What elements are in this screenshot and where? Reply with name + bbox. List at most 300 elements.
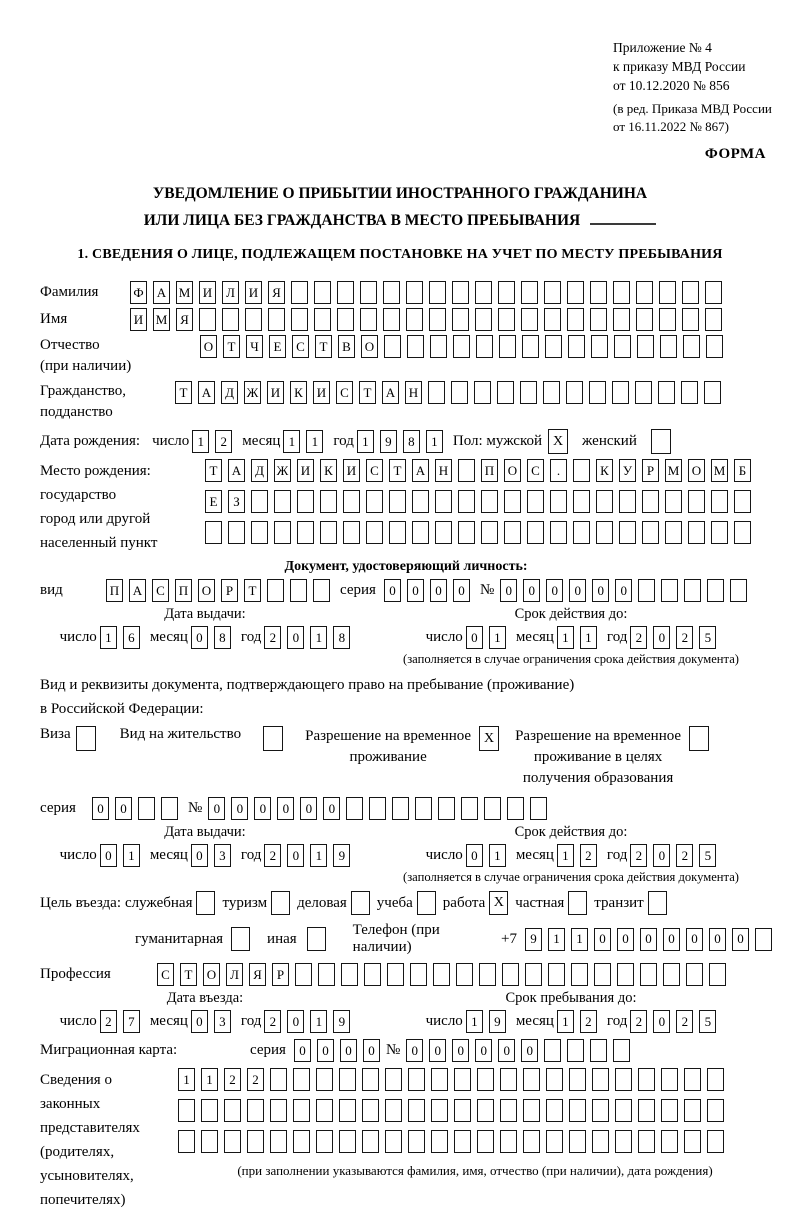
char-cell[interactable] — [408, 1130, 425, 1153]
char-cell[interactable] — [661, 1099, 678, 1122]
char-cell[interactable]: 0 — [317, 1039, 334, 1062]
char-cell[interactable]: 1 — [310, 844, 327, 867]
char-cell[interactable] — [504, 490, 521, 513]
char-cell[interactable]: 0 — [594, 928, 611, 951]
char-cell[interactable] — [681, 381, 698, 404]
char-cell[interactable]: 1 — [557, 626, 574, 649]
char-cell[interactable] — [661, 579, 678, 602]
char-cell[interactable] — [251, 490, 268, 513]
char-cell[interactable] — [596, 490, 613, 513]
char-cell[interactable] — [161, 797, 178, 820]
char-cell[interactable]: А — [228, 459, 245, 482]
char-cell[interactable]: С — [366, 459, 383, 482]
char-cell[interactable] — [498, 308, 515, 331]
char-cell[interactable]: 9 — [380, 430, 397, 453]
char-cell[interactable] — [527, 490, 544, 513]
char-cell[interactable] — [521, 281, 538, 304]
char-cell[interactable] — [684, 1099, 701, 1122]
char-cell[interactable] — [688, 490, 705, 513]
char-cell[interactable] — [452, 308, 469, 331]
char-cell[interactable]: 9 — [333, 1010, 350, 1033]
char-cell[interactable]: 0 — [452, 1039, 469, 1062]
char-cell[interactable] — [500, 1130, 517, 1153]
char-cell[interactable]: 0 — [466, 844, 483, 867]
char-cell[interactable] — [481, 490, 498, 513]
char-cell[interactable]: 2 — [100, 1010, 117, 1033]
char-cell[interactable]: 0 — [640, 928, 657, 951]
char-cell[interactable]: С — [152, 579, 169, 602]
char-cell[interactable]: 2 — [264, 626, 281, 649]
char-cell[interactable]: 0 — [686, 928, 703, 951]
char-cell[interactable] — [435, 521, 452, 544]
char-cell[interactable]: А — [129, 579, 146, 602]
char-cell[interactable]: 0 — [546, 579, 563, 602]
purpose-transit-checkbox[interactable] — [648, 891, 667, 915]
char-cell[interactable] — [293, 1130, 310, 1153]
char-cell[interactable]: 0 — [287, 626, 304, 649]
char-cell[interactable]: С — [292, 335, 309, 358]
char-cell[interactable]: 1 — [426, 430, 443, 453]
char-cell[interactable]: П — [175, 579, 192, 602]
char-cell[interactable]: Р — [272, 963, 289, 986]
char-cell[interactable] — [474, 381, 491, 404]
char-cell[interactable] — [484, 797, 501, 820]
char-cell[interactable] — [138, 797, 155, 820]
char-cell[interactable]: М — [153, 308, 170, 331]
char-cell[interactable]: Д — [221, 381, 238, 404]
char-cell[interactable]: 1 — [310, 1010, 327, 1033]
char-cell[interactable] — [362, 1068, 379, 1091]
char-cell[interactable]: 0 — [709, 928, 726, 951]
char-cell[interactable] — [571, 963, 588, 986]
char-cell[interactable]: 0 — [475, 1039, 492, 1062]
char-cell[interactable] — [683, 335, 700, 358]
char-cell[interactable]: И — [245, 281, 262, 304]
char-cell[interactable] — [567, 1039, 584, 1062]
char-cell[interactable]: . — [550, 459, 567, 482]
char-cell[interactable]: 3 — [214, 1010, 231, 1033]
char-cell[interactable]: 1 — [548, 928, 565, 951]
char-cell[interactable] — [523, 1099, 540, 1122]
char-cell[interactable]: А — [153, 281, 170, 304]
char-cell[interactable]: 1 — [178, 1068, 195, 1091]
char-cell[interactable]: 0 — [92, 797, 109, 820]
char-cell[interactable]: 0 — [300, 797, 317, 820]
char-cell[interactable] — [613, 308, 630, 331]
char-cell[interactable]: 0 — [498, 1039, 515, 1062]
char-cell[interactable]: 0 — [732, 928, 749, 951]
char-cell[interactable] — [479, 963, 496, 986]
char-cell[interactable]: 0 — [340, 1039, 357, 1062]
char-cell[interactable]: Т — [180, 963, 197, 986]
char-cell[interactable] — [525, 963, 542, 986]
char-cell[interactable] — [546, 1130, 563, 1153]
char-cell[interactable]: О — [203, 963, 220, 986]
char-cell[interactable]: 2 — [247, 1068, 264, 1091]
char-cell[interactable]: К — [596, 459, 613, 482]
char-cell[interactable]: 5 — [699, 1010, 716, 1033]
char-cell[interactable] — [734, 521, 751, 544]
char-cell[interactable] — [665, 521, 682, 544]
char-cell[interactable]: Ж — [274, 459, 291, 482]
char-cell[interactable] — [291, 281, 308, 304]
char-cell[interactable] — [642, 490, 659, 513]
char-cell[interactable]: Т — [359, 381, 376, 404]
char-cell[interactable]: Ф — [130, 281, 147, 304]
char-cell[interactable]: 6 — [123, 626, 140, 649]
char-cell[interactable] — [521, 308, 538, 331]
char-cell[interactable] — [638, 579, 655, 602]
char-cell[interactable] — [458, 459, 475, 482]
char-cell[interactable] — [270, 1130, 287, 1153]
residence-permit-checkbox[interactable] — [263, 726, 283, 751]
char-cell[interactable]: 0 — [653, 844, 670, 867]
char-cell[interactable] — [755, 928, 772, 951]
char-cell[interactable] — [481, 521, 498, 544]
char-cell[interactable]: 0 — [100, 844, 117, 867]
char-cell[interactable] — [297, 521, 314, 544]
char-cell[interactable]: 3 — [214, 844, 231, 867]
char-cell[interactable] — [530, 797, 547, 820]
char-cell[interactable] — [366, 490, 383, 513]
char-cell[interactable] — [550, 521, 567, 544]
char-cell[interactable] — [527, 521, 544, 544]
char-cell[interactable] — [360, 308, 377, 331]
char-cell[interactable] — [385, 1099, 402, 1122]
char-cell[interactable] — [389, 490, 406, 513]
char-cell[interactable] — [339, 1099, 356, 1122]
char-cell[interactable] — [178, 1130, 195, 1153]
char-cell[interactable] — [247, 1099, 264, 1122]
char-cell[interactable] — [293, 1068, 310, 1091]
char-cell[interactable]: 2 — [224, 1068, 241, 1091]
char-cell[interactable]: 1 — [489, 626, 506, 649]
char-cell[interactable]: Д — [251, 459, 268, 482]
char-cell[interactable] — [544, 281, 561, 304]
char-cell[interactable]: С — [527, 459, 544, 482]
char-cell[interactable] — [360, 281, 377, 304]
char-cell[interactable] — [592, 1130, 609, 1153]
char-cell[interactable] — [451, 381, 468, 404]
char-cell[interactable] — [544, 1039, 561, 1062]
char-cell[interactable] — [475, 281, 492, 304]
char-cell[interactable]: Т — [175, 381, 192, 404]
char-cell[interactable]: Я — [176, 308, 193, 331]
char-cell[interactable] — [412, 490, 429, 513]
char-cell[interactable] — [337, 308, 354, 331]
char-cell[interactable] — [592, 1099, 609, 1122]
char-cell[interactable] — [431, 1068, 448, 1091]
char-cell[interactable] — [500, 1099, 517, 1122]
char-cell[interactable]: 2 — [630, 626, 647, 649]
char-cell[interactable]: А — [412, 459, 429, 482]
char-cell[interactable] — [295, 963, 312, 986]
char-cell[interactable] — [412, 521, 429, 544]
char-cell[interactable]: И — [313, 381, 330, 404]
char-cell[interactable] — [711, 490, 728, 513]
char-cell[interactable] — [362, 1130, 379, 1153]
char-cell[interactable] — [684, 1130, 701, 1153]
char-cell[interactable] — [590, 1039, 607, 1062]
char-cell[interactable] — [343, 490, 360, 513]
char-cell[interactable]: 1 — [580, 626, 597, 649]
char-cell[interactable]: 8 — [214, 626, 231, 649]
char-cell[interactable]: М — [176, 281, 193, 304]
char-cell[interactable]: М — [665, 459, 682, 482]
char-cell[interactable]: 0 — [653, 626, 670, 649]
purpose-private-checkbox[interactable] — [568, 891, 587, 915]
char-cell[interactable] — [268, 308, 285, 331]
char-cell[interactable] — [614, 335, 631, 358]
char-cell[interactable]: 1 — [283, 430, 300, 453]
char-cell[interactable]: 2 — [580, 844, 597, 867]
char-cell[interactable] — [428, 381, 445, 404]
char-cell[interactable] — [385, 1068, 402, 1091]
char-cell[interactable]: 9 — [333, 844, 350, 867]
char-cell[interactable]: Б — [734, 459, 751, 482]
char-cell[interactable] — [389, 521, 406, 544]
char-cell[interactable] — [591, 335, 608, 358]
char-cell[interactable] — [274, 490, 291, 513]
char-cell[interactable] — [522, 335, 539, 358]
char-cell[interactable]: 0 — [569, 579, 586, 602]
char-cell[interactable] — [688, 521, 705, 544]
char-cell[interactable]: 1 — [306, 430, 323, 453]
char-cell[interactable]: 0 — [191, 1010, 208, 1033]
char-cell[interactable] — [245, 308, 262, 331]
char-cell[interactable]: С — [336, 381, 353, 404]
char-cell[interactable] — [660, 335, 677, 358]
char-cell[interactable]: 1 — [192, 430, 209, 453]
char-cell[interactable] — [339, 1130, 356, 1153]
char-cell[interactable] — [410, 963, 427, 986]
char-cell[interactable]: Т — [315, 335, 332, 358]
char-cell[interactable]: И — [297, 459, 314, 482]
char-cell[interactable]: 0 — [617, 928, 634, 951]
char-cell[interactable] — [544, 308, 561, 331]
char-cell[interactable]: 1 — [100, 626, 117, 649]
char-cell[interactable] — [543, 381, 560, 404]
char-cell[interactable] — [659, 308, 676, 331]
char-cell[interactable] — [504, 521, 521, 544]
char-cell[interactable] — [316, 1068, 333, 1091]
char-cell[interactable]: З — [228, 490, 245, 513]
char-cell[interactable]: 9 — [525, 928, 542, 951]
char-cell[interactable] — [659, 281, 676, 304]
char-cell[interactable] — [638, 1130, 655, 1153]
char-cell[interactable] — [550, 490, 567, 513]
sex-male-checkbox[interactable]: X — [548, 429, 568, 454]
char-cell[interactable] — [452, 281, 469, 304]
char-cell[interactable]: 1 — [357, 430, 374, 453]
char-cell[interactable] — [615, 1099, 632, 1122]
char-cell[interactable]: 2 — [630, 844, 647, 867]
char-cell[interactable]: К — [320, 459, 337, 482]
char-cell[interactable] — [406, 281, 423, 304]
char-cell[interactable] — [297, 490, 314, 513]
char-cell[interactable] — [205, 521, 222, 544]
char-cell[interactable] — [456, 963, 473, 986]
char-cell[interactable] — [384, 335, 401, 358]
char-cell[interactable] — [665, 490, 682, 513]
char-cell[interactable] — [642, 521, 659, 544]
char-cell[interactable] — [222, 308, 239, 331]
char-cell[interactable] — [590, 281, 607, 304]
char-cell[interactable] — [454, 1099, 471, 1122]
char-cell[interactable] — [684, 1068, 701, 1091]
char-cell[interactable] — [594, 963, 611, 986]
char-cell[interactable] — [454, 1130, 471, 1153]
purpose-tourism-checkbox[interactable] — [271, 891, 290, 915]
char-cell[interactable] — [707, 1068, 724, 1091]
char-cell[interactable] — [707, 1130, 724, 1153]
char-cell[interactable] — [502, 963, 519, 986]
char-cell[interactable]: Л — [226, 963, 243, 986]
char-cell[interactable]: 0 — [294, 1039, 311, 1062]
char-cell[interactable]: А — [382, 381, 399, 404]
char-cell[interactable] — [706, 335, 723, 358]
char-cell[interactable]: 1 — [557, 1010, 574, 1033]
char-cell[interactable] — [619, 490, 636, 513]
char-cell[interactable]: 0 — [384, 579, 401, 602]
char-cell[interactable]: И — [199, 281, 216, 304]
char-cell[interactable] — [569, 1068, 586, 1091]
char-cell[interactable] — [640, 963, 657, 986]
char-cell[interactable] — [661, 1068, 678, 1091]
char-cell[interactable]: 0 — [231, 797, 248, 820]
char-cell[interactable]: Ж — [244, 381, 261, 404]
char-cell[interactable]: 2 — [676, 1010, 693, 1033]
char-cell[interactable] — [573, 459, 590, 482]
char-cell[interactable] — [590, 308, 607, 331]
char-cell[interactable] — [383, 308, 400, 331]
char-cell[interactable] — [251, 521, 268, 544]
char-cell[interactable] — [477, 1068, 494, 1091]
char-cell[interactable]: 0 — [523, 579, 540, 602]
char-cell[interactable] — [707, 1099, 724, 1122]
char-cell[interactable]: 0 — [500, 579, 517, 602]
char-cell[interactable]: 7 — [123, 1010, 140, 1033]
char-cell[interactable]: 8 — [333, 626, 350, 649]
char-cell[interactable]: Т — [205, 459, 222, 482]
char-cell[interactable]: П — [106, 579, 123, 602]
char-cell[interactable]: 0 — [287, 844, 304, 867]
char-cell[interactable]: 0 — [592, 579, 609, 602]
char-cell[interactable]: 1 — [201, 1068, 218, 1091]
char-cell[interactable] — [178, 1099, 195, 1122]
char-cell[interactable]: М — [711, 459, 728, 482]
char-cell[interactable] — [454, 1068, 471, 1091]
temp-residence-checkbox[interactable]: X — [479, 726, 499, 751]
char-cell[interactable] — [686, 963, 703, 986]
char-cell[interactable]: 1 — [123, 844, 140, 867]
char-cell[interactable] — [201, 1099, 218, 1122]
char-cell[interactable] — [475, 308, 492, 331]
char-cell[interactable] — [682, 308, 699, 331]
char-cell[interactable]: 9 — [489, 1010, 506, 1033]
char-cell[interactable]: 0 — [407, 579, 424, 602]
char-cell[interactable] — [682, 281, 699, 304]
char-cell[interactable]: 2 — [630, 1010, 647, 1033]
char-cell[interactable] — [705, 308, 722, 331]
char-cell[interactable]: 1 — [489, 844, 506, 867]
char-cell[interactable] — [684, 579, 701, 602]
char-cell[interactable] — [637, 335, 654, 358]
char-cell[interactable]: У — [619, 459, 636, 482]
char-cell[interactable]: 0 — [363, 1039, 380, 1062]
char-cell[interactable] — [406, 308, 423, 331]
char-cell[interactable] — [589, 381, 606, 404]
char-cell[interactable] — [224, 1130, 241, 1153]
char-cell[interactable]: Л — [222, 281, 239, 304]
char-cell[interactable] — [270, 1099, 287, 1122]
char-cell[interactable]: Н — [405, 381, 422, 404]
char-cell[interactable] — [461, 797, 478, 820]
purpose-other-checkbox[interactable] — [307, 927, 326, 951]
char-cell[interactable] — [430, 335, 447, 358]
char-cell[interactable]: О — [361, 335, 378, 358]
char-cell[interactable] — [429, 281, 446, 304]
char-cell[interactable]: Е — [205, 490, 222, 513]
char-cell[interactable] — [392, 797, 409, 820]
char-cell[interactable] — [313, 579, 330, 602]
char-cell[interactable] — [734, 490, 751, 513]
char-cell[interactable] — [364, 963, 381, 986]
char-cell[interactable] — [523, 1068, 540, 1091]
char-cell[interactable] — [247, 1130, 264, 1153]
char-cell[interactable] — [569, 1130, 586, 1153]
char-cell[interactable]: 0 — [453, 579, 470, 602]
char-cell[interactable] — [362, 1099, 379, 1122]
char-cell[interactable]: 0 — [254, 797, 271, 820]
char-cell[interactable] — [635, 381, 652, 404]
char-cell[interactable] — [369, 797, 386, 820]
char-cell[interactable]: И — [130, 308, 147, 331]
char-cell[interactable] — [500, 1068, 517, 1091]
char-cell[interactable] — [316, 1130, 333, 1153]
char-cell[interactable]: 0 — [115, 797, 132, 820]
char-cell[interactable] — [408, 1099, 425, 1122]
char-cell[interactable] — [592, 1068, 609, 1091]
char-cell[interactable] — [545, 335, 562, 358]
char-cell[interactable]: Р — [221, 579, 238, 602]
char-cell[interactable]: 2 — [215, 430, 232, 453]
char-cell[interactable] — [320, 490, 337, 513]
char-cell[interactable] — [316, 1099, 333, 1122]
char-cell[interactable] — [546, 1099, 563, 1122]
char-cell[interactable] — [568, 335, 585, 358]
char-cell[interactable] — [613, 281, 630, 304]
char-cell[interactable] — [596, 521, 613, 544]
char-cell[interactable] — [617, 963, 634, 986]
char-cell[interactable]: П — [481, 459, 498, 482]
char-cell[interactable] — [274, 521, 291, 544]
char-cell[interactable]: 0 — [521, 1039, 538, 1062]
char-cell[interactable] — [435, 490, 452, 513]
char-cell[interactable] — [314, 308, 331, 331]
visa-checkbox[interactable] — [76, 726, 96, 751]
char-cell[interactable] — [431, 1099, 448, 1122]
char-cell[interactable] — [658, 381, 675, 404]
sex-female-checkbox[interactable] — [651, 429, 671, 454]
char-cell[interactable]: И — [267, 381, 284, 404]
char-cell[interactable] — [291, 308, 308, 331]
char-cell[interactable] — [387, 963, 404, 986]
char-cell[interactable] — [431, 1130, 448, 1153]
char-cell[interactable] — [433, 963, 450, 986]
char-cell[interactable] — [498, 281, 515, 304]
char-cell[interactable]: 0 — [208, 797, 225, 820]
